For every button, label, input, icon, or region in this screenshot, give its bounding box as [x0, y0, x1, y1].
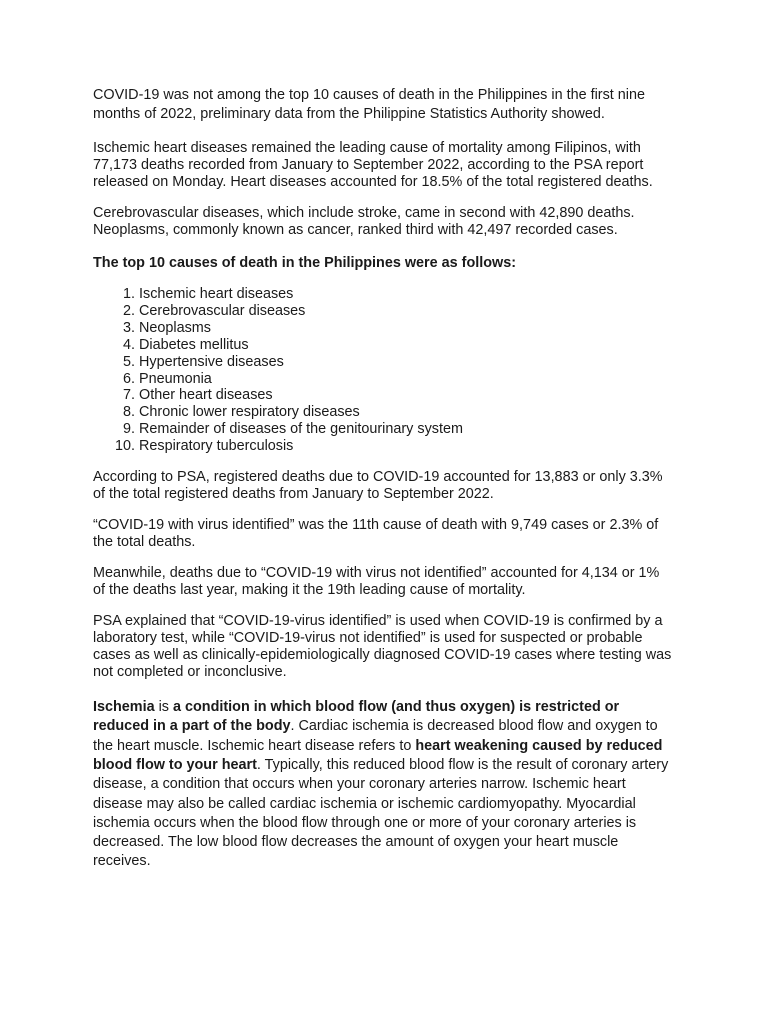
ischemia-text-3: . Typically, this reduced blood flow is the result of coronary artery disease, a condition that occurs when your coronary arteries narrow. Ischemic heart disease may also be called cardiac ischemia or ischemic cardiomyopathy. Myocardial ischemia occurs when the blood flow through one or more of your coronary arteries is decreased. The low blood flow decreases the amount of oxygen your heart muscle receives. — [93, 756, 669, 870]
paragraph-virus-not-identified: Meanwhile, deaths due to “COVID-19 with virus not identified” accounted for 4,134 or 1% of the deaths last year, making it the 19th leading cause of mortality. — [93, 565, 660, 599]
paragraph-ischemia — [93, 698, 673, 872]
list-item: 5. Hypertensive diseases — [139, 354, 673, 371]
paragraph-psa-explanation: PSA explained that “COVID-19-virus identified” is used when COVID-19 is confirmed by a laboratory test, while “COVID-19-virus not identified” is used for suspected or probable cases as well as clinically-epidemiologically diagnosed COVID-19 cases where testing was not completed or inconclusive. — [93, 613, 672, 681]
list-item: 3. Neoplasms — [139, 320, 673, 337]
list-item: 10. Respiratory tuberculosis — [139, 438, 673, 455]
ischemia-term: Ischemia — [93, 699, 155, 716]
list-item: 8. Chronic lower respiratory diseases — [139, 404, 673, 421]
ischemia-definition: a condition in which blood flow (and thus oxygen) is restricted or reduced in a part of the body — [93, 699, 620, 735]
list-item: 6. Pneumonia — [139, 371, 673, 388]
list-heading: The top 10 causes of death in the Philippines were as follows: — [93, 255, 517, 271]
causes-list — [93, 286, 673, 455]
list-item: 4. Diabetes mellitus — [139, 337, 673, 354]
ischemia-heart-weakening: heart weakening caused by reduced blood flow to your heart — [93, 737, 663, 773]
paragraph-ischemic-heart: Ischemic heart diseases remained the leading cause of mortality among Filipinos, with 77,173 deaths recorded from January to September 2022, according to the PSA report released on Monday. Heart diseases accounted for 18.5% of the total registered deaths. — [93, 140, 653, 190]
paragraph-intro: COVID-19 was not among the top 10 causes of death in the Philippines in the first nine months of 2022, preliminary data from the Philippine Statistics Authority showed. — [93, 87, 645, 122]
list-item: 9. Remainder of diseases of the genitourinary system — [139, 421, 673, 438]
list-item: 1. Ischemic heart diseases — [139, 286, 673, 303]
paragraph-covid-share: According to PSA, registered deaths due to COVID-19 accounted for 13,883 or only 3.3% of the total registered deaths from January to September 2022. — [93, 469, 663, 503]
list-item: 2. Cerebrovascular diseases — [139, 303, 673, 320]
ischemia-text-2: . Cardiac ischemia is decreased blood flow and oxygen to the heart muscle. Ischemic heart disease refers to — [93, 718, 658, 754]
document-page — [93, 86, 673, 872]
list-item: 7. Other heart diseases — [139, 387, 673, 404]
paragraph-cerebrovascular: Cerebrovascular diseases, which include stroke, came in second with 42,890 deaths. Neoplasms, commonly known as cancer, ranked third with 42,497 recorded cases. — [93, 205, 635, 238]
paragraph-virus-identified: “COVID-19 with virus identified” was the 11th cause of death with 9,749 cases or 2.3% of the total deaths. — [93, 517, 659, 551]
ischemia-text-1: is — [154, 699, 173, 716]
